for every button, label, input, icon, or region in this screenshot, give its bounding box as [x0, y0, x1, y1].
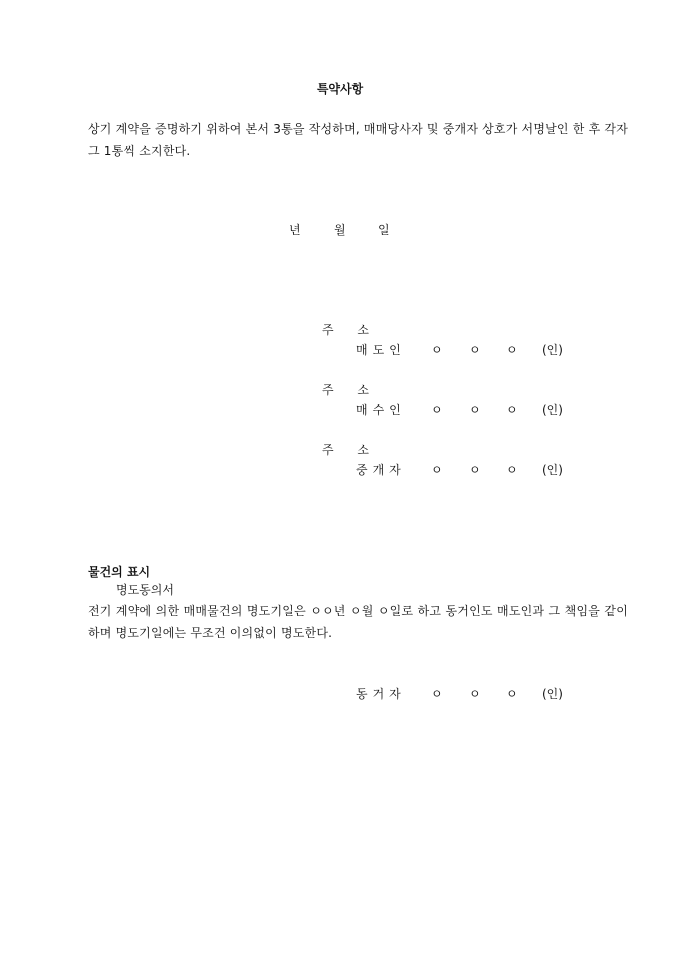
party-buyer — [0, 381, 680, 421]
eviction-paragraph: 전기 계약에 의한 매매물건의 명도기일은 ㅇㅇ년 ㅇ월 ㅇ일로 하고 동거인도 매도인과 그 책임을 같이 하며 명도기일에는 무조건 이의없이 명도한다. — [88, 604, 628, 640]
seal-mark: (인) — [542, 403, 563, 417]
seal-mark: (인) — [542, 343, 563, 357]
seal-mark: (인) — [542, 463, 563, 477]
seal-mark: (인) — [542, 687, 563, 701]
date-month: 월 — [334, 223, 346, 237]
address-label: 주 소 — [322, 443, 379, 457]
address-label: 주 소 — [322, 383, 379, 397]
name-char-2: ㅇ — [469, 343, 481, 357]
closing-paragraph: 상기 계약을 증명하기 위하여 본서 3통을 작성하며, 매매당사자 및 중개자 상호가 서명날인 한 후 각자 그 1통씩 소지한다. — [88, 122, 628, 158]
party-seller — [0, 321, 680, 361]
section-subheading: 명도동의서 — [116, 583, 174, 597]
name-char-1: ㅇ — [431, 403, 443, 417]
document-title: 특약사항 — [316, 82, 364, 96]
name-char-3: ㅇ — [506, 403, 518, 417]
name-char-3: ㅇ — [506, 463, 518, 477]
date-year: 년 — [289, 223, 301, 237]
section-heading: 물건의 표시 — [88, 565, 151, 579]
party-cohabitant — [0, 665, 680, 705]
name-char-1: ㅇ — [431, 687, 443, 701]
role-label: 매수인 — [356, 403, 406, 417]
name-char-2: ㅇ — [469, 687, 481, 701]
role-label: 매도인 — [356, 343, 406, 357]
date-day: 일 — [378, 223, 390, 237]
role-label: 중개자 — [356, 463, 406, 477]
name-char-3: ㅇ — [506, 343, 518, 357]
name-char-2: ㅇ — [469, 403, 481, 417]
party-broker — [0, 441, 680, 481]
date-line — [0, 221, 680, 241]
role-label: 동거자 — [356, 687, 406, 701]
address-label: 주 소 — [322, 323, 379, 337]
name-char-2: ㅇ — [469, 463, 481, 477]
name-char-1: ㅇ — [431, 463, 443, 477]
name-char-1: ㅇ — [431, 343, 443, 357]
name-char-3: ㅇ — [506, 687, 518, 701]
